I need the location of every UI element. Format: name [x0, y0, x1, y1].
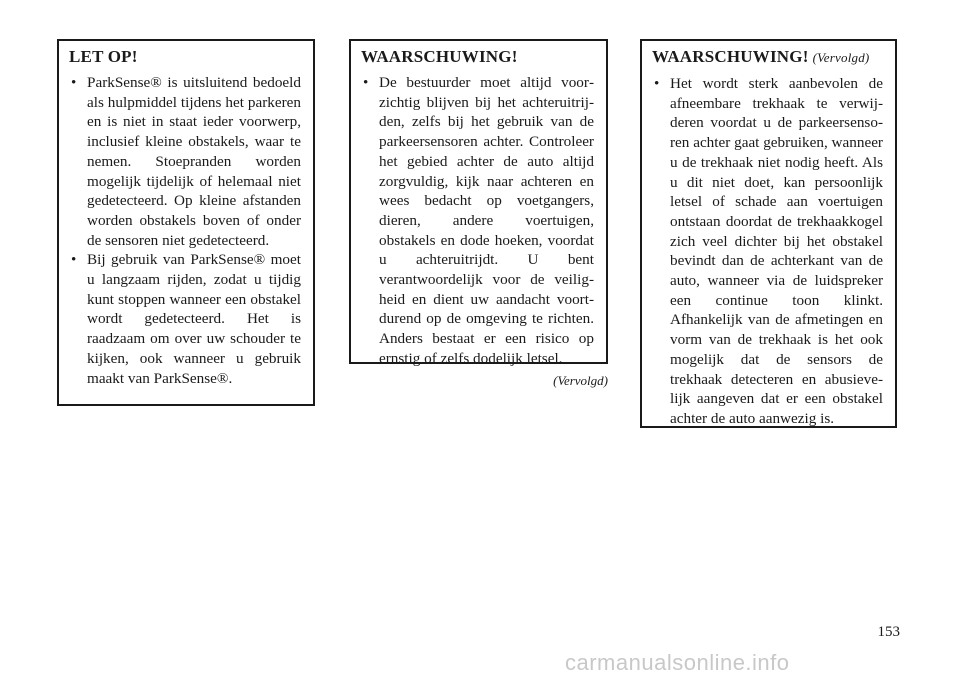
- warning-continued-suffix: (Vervolgd): [812, 50, 870, 65]
- warning-continued-box: [640, 39, 897, 428]
- warning-box: [349, 39, 608, 367]
- caution-bullet-1: • ParkSense® is uitsluitend bedoeld als hulpmiddel tijdens het parkeren en is niet in staat ieder voorwerp, inclusief kleine obstakels, waar te nemen. Stoepranden worden mogelijk tijdelijk of helemaal niet gedetecteerd. Op kleine afstanden worden obstakels boven of onder de sensoren niet gedetecteerd.: [69, 73, 301, 250]
- warning-title: WAARSCHUWING!: [361, 47, 518, 66]
- warning-continued-title-text: WAARSCHUWING!: [652, 47, 809, 66]
- continued-note: (Vervolgd): [553, 373, 608, 388]
- page-number: 153: [877, 624, 900, 640]
- watermark: carmanualsonline.info: [565, 650, 790, 675]
- warning-continued-title: [652, 47, 883, 68]
- warning-bullet-list: [361, 73, 594, 369]
- caution-bullet-list: [69, 73, 301, 388]
- warning-bullet-1: • De bestuurder moet altijd voorzichtig blijven bij het achteruitrijden, zelfs bij het gebruik van de parkeersensoren achter. Controleer het gebied achter de auto altijd zorgvuldig, kijk naar achteren en wees bedacht op voetgangers, dieren, andere voertuigen, obstakels en dode hoeken, voordat u achteruitrijdt. U bent verantwoordelijk voor de veiligheid en dient uw aandacht voortdurend op de omgeving te richten. Anders bestaat er een risico op ernstig of zelfs dodelijk letsel.: [361, 73, 594, 369]
- warning-continued-bullet-1: • Het wordt sterk aanbevolen de afneembare trekhaak te verwijderen voordat u de parkeersensoren achter gaat gebruiken, wanneer u de trekhaak niet nodig heeft. Als u dit niet doet, kan persoonlijk letsel of schade aan voertuigen ontstaan doordat de trekhaakkogel zich veel dichter bij het obstakel bevindt dan de achterkant van de auto, wanneer via de luidspreker een continue toon klinkt. Afhankelijk van de afmetingen en vorm van de trekhaak is het ook mogelijk dat de sensors de trekhaak detecteren en abusievelijk aangeven dat er een obstakel achter de auto aanwezig is.: [652, 74, 883, 429]
- caution-box: [57, 39, 315, 406]
- caution-bullet-2: • Bij gebruik van ParkSense® moet u langzaam rijden, zodat u tijdig kunt stoppen wanneer een obstakel wordt gedetecteerd. Het is raadzaam om over uw schouder te kijken, ook wanneer u gebruik maakt van ParkSense®.: [69, 250, 301, 388]
- warning-continued-bullet-list: [652, 74, 883, 429]
- caution-title: LET OP!: [69, 47, 138, 66]
